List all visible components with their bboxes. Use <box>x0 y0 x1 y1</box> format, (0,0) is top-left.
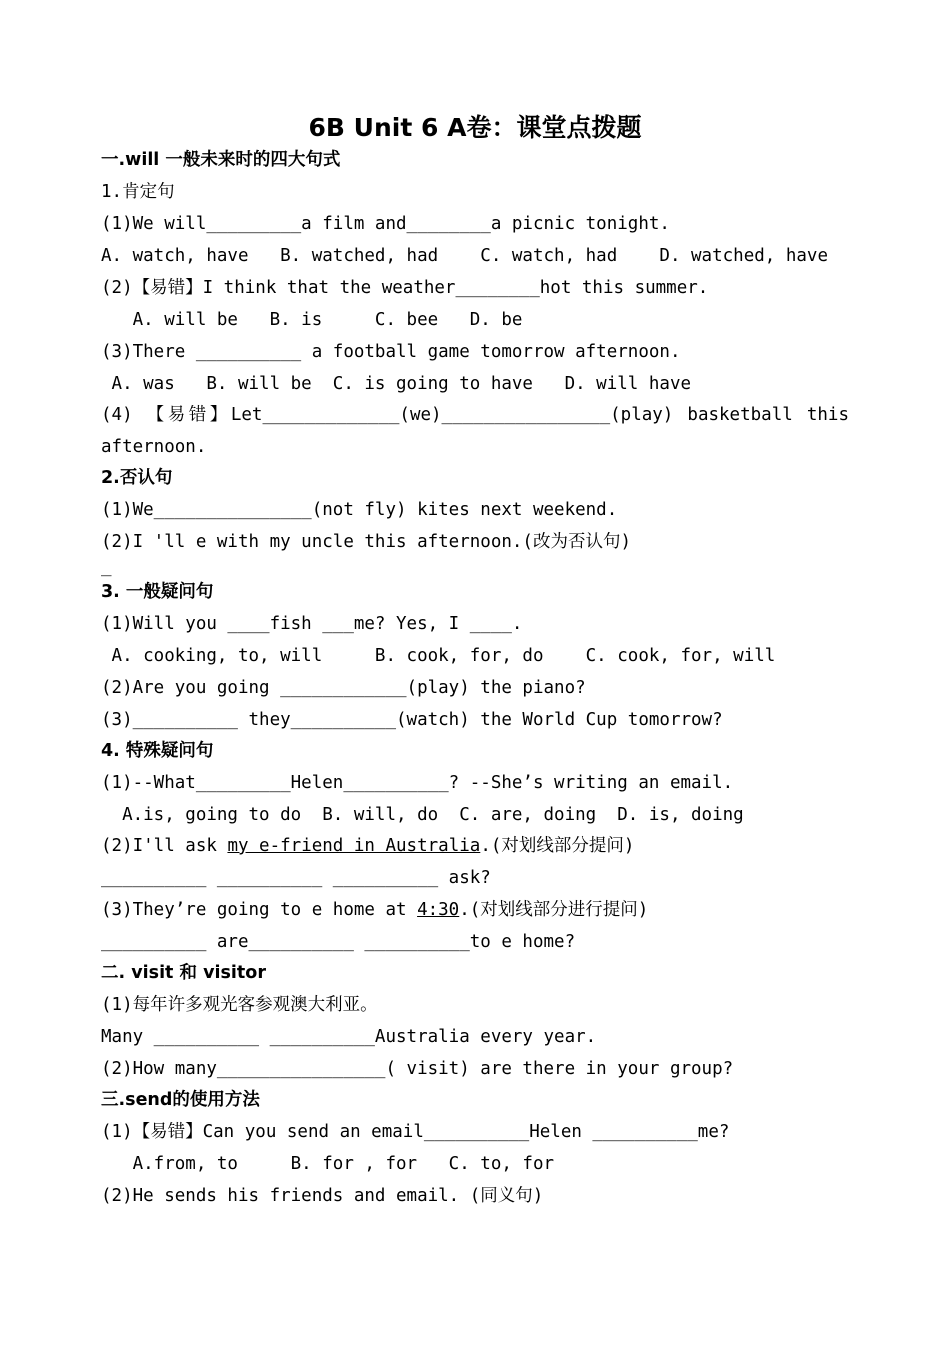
question-line: (3)There __________ a football game tomorrow afternoon. <box>101 342 681 362</box>
question-line <box>101 899 648 921</box>
question-line: (1)【易错】Can you send an email__________Helen __________me? <box>101 1122 730 1142</box>
underlined-text: 4:30 <box>417 900 460 920</box>
answer-line: __________ are__________ __________to e home? <box>101 932 576 952</box>
question-line: (1)We will_________a film and________a picnic tonight. <box>101 214 670 234</box>
options-line: A.is, going to do B. will, do C. are, doing D. is, doing <box>101 805 744 825</box>
underlined-text: my e-friend in Australia <box>227 836 481 856</box>
question-line <box>101 835 634 857</box>
subsection-heading: 3. 一般疑问句 <box>101 582 214 602</box>
question-line-continued: afternoon. <box>101 437 207 457</box>
question-line: (1)每年许多观光客参观澳大利亚。 <box>101 995 378 1015</box>
options-line: A. was B. will be C. is going to have D. will have <box>101 374 692 394</box>
question-instruction: .(对划线部分进行提问) <box>459 900 649 920</box>
options-line: A. will be B. is C. bee D. be <box>101 310 523 330</box>
question-line: (4) 【易错】Let_____________(we)________________(play) basketball this <box>101 405 849 425</box>
page-title: 6B Unit 6 A卷：课堂点拨题 <box>308 113 642 142</box>
question-line: (2)Are you going ____________(play) the piano? <box>101 678 586 698</box>
answer-blank: _ <box>101 557 112 577</box>
section-heading: 三.send的使用方法 <box>101 1090 260 1110</box>
question-line: (2)【易错】I think that the weather________hot this summer. <box>101 278 709 298</box>
question-line: (1)We_______________(not fly) kites next weekend. <box>101 500 618 520</box>
question-text: (2)I'll ask <box>101 836 228 856</box>
question-line: (1)--What_________Helen__________? --She’s writing an email. <box>101 773 734 793</box>
subsection-heading: 2.否认句 <box>101 468 173 488</box>
section-heading: 一.will 一般未来时的四大句式 <box>101 150 341 170</box>
subsection-heading: 4. 特殊疑问句 <box>101 741 214 761</box>
options-line: A.from, to B. for , for C. to, for <box>101 1154 555 1174</box>
question-line: (2)He sends his friends and email. (同义句) <box>101 1186 544 1206</box>
section-heading: 二. visit 和 visitor <box>101 963 266 983</box>
answer-line: Many __________ __________Australia every year. <box>101 1027 597 1047</box>
answer-line: __________ __________ __________ ask? <box>101 868 491 888</box>
question-line: (2)How many________________( visit) are there in your group? <box>101 1059 734 1079</box>
question-text: (3)They’re going to e home at <box>101 900 418 920</box>
question-line: (1)Will you ____fish ___me? Yes, I ____. <box>101 614 523 634</box>
options-line: A. watch, have B. watched, had C. watch, had D. watched, have <box>101 246 828 266</box>
options-line: A. cooking, to, will B. cook, for, do C. cook, for, will <box>101 646 776 666</box>
question-instruction: .(对划线部分提问) <box>480 836 635 856</box>
question-line: (3)__________ they__________(watch) the World Cup tomorrow? <box>101 710 723 730</box>
subsection-heading: 1.肯定句 <box>101 182 175 202</box>
question-line: (2)I 'll e with my uncle this afternoon.(改为否认句) <box>101 532 632 552</box>
